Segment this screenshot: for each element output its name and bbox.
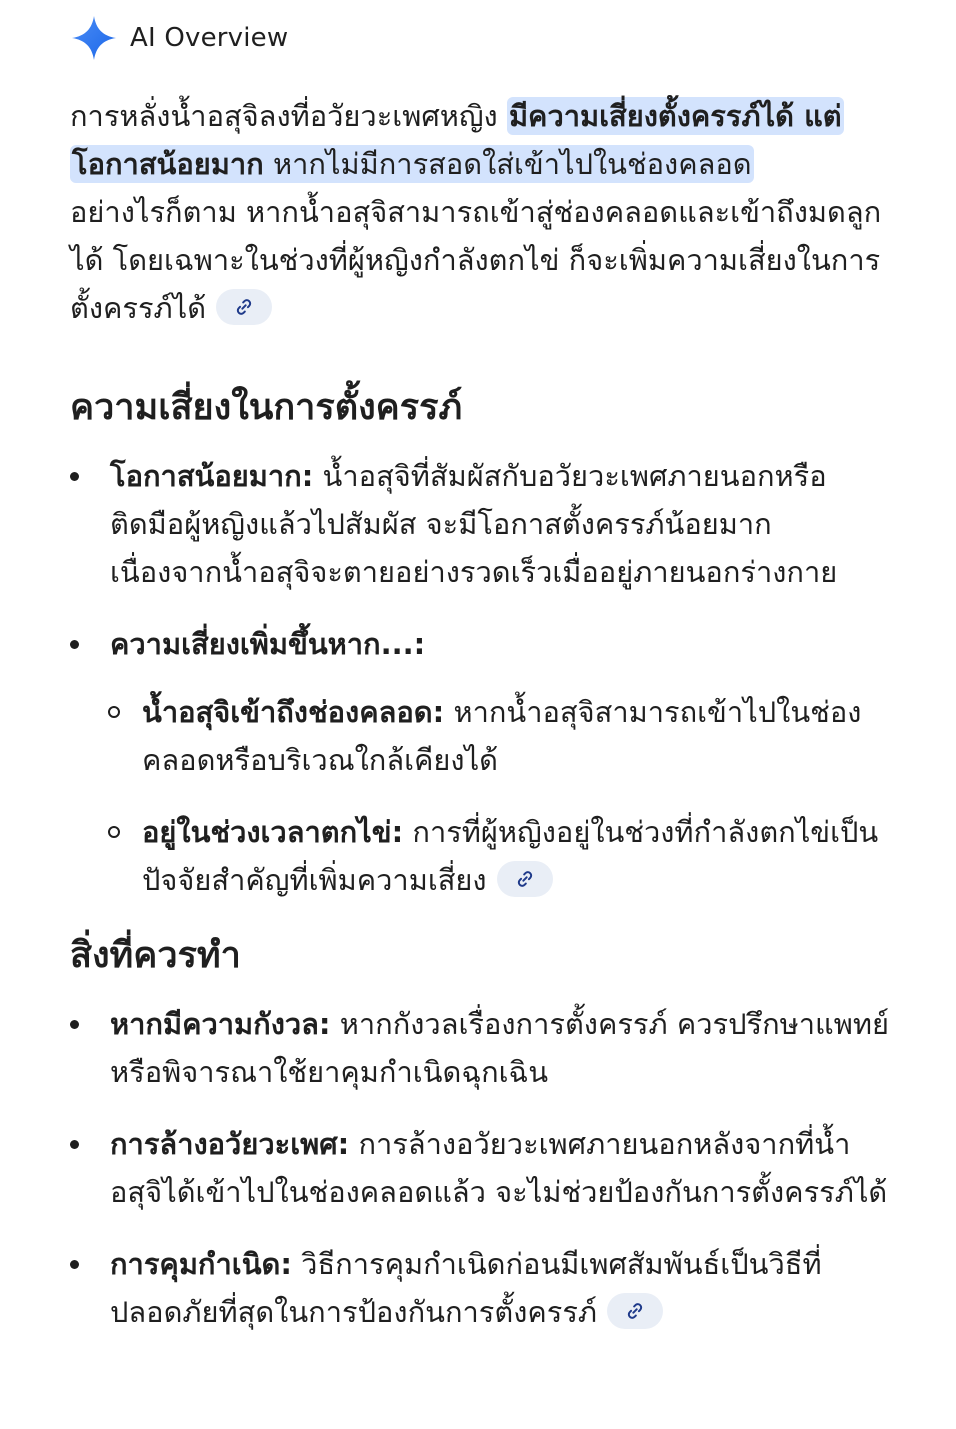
- intro-highlight-rest: หากไม่มีการสอดใส่เข้าไปในช่องคลอด: [263, 147, 752, 181]
- overview-content: [70, 92, 890, 1360]
- todo-list: [70, 1000, 890, 1336]
- todo-section-heading: สิ่งที่ควรทำ: [70, 935, 241, 976]
- item-label: การล้างอวัยวะเพศ:: [110, 1127, 350, 1161]
- ai-overview-header: [70, 12, 288, 64]
- list-item: [70, 620, 890, 904]
- risk-section-heading: ความเสี่ยงในการตั้งครรภ์: [70, 387, 463, 428]
- link-icon: [515, 869, 535, 889]
- list-item: [70, 1240, 890, 1336]
- list-item: [70, 1000, 890, 1096]
- item-label: ความเสี่ยงเพิ่มขึ้นหาก...:: [110, 627, 426, 661]
- list-item: [70, 1120, 890, 1216]
- item-text: การล้างอวัยวะเพศภายนอกหลังจากที่น้ำอสุจิได้เข้าไปในช่องคลอดแล้ว จะไม่ช่วยป้องกันการตั้งครรภ์ได้: [110, 1127, 888, 1209]
- intro-text-after: อย่างไรก็ตาม หากน้ำอสุจิสามารถเข้าสู่ช่องคลอดและเข้าถึงมดลูกได้ โดยเฉพาะในช่วงที่ผู้หญิงกำลังตกไข่ ก็จะเพิ่มความเสี่ยงในการตั้งครรภ์ได้: [70, 195, 882, 325]
- sub-list-item: [110, 808, 890, 904]
- item-label: โอกาสน้อยมาก:: [110, 459, 314, 493]
- list-item: [70, 452, 890, 596]
- link-icon: [234, 297, 254, 317]
- sub-item-text: หากน้ำอสุจิสามารถเข้าไปในช่องคลอดหรือบริเวณใกล้เคียงได้: [142, 695, 862, 777]
- source-link-chip[interactable]: [216, 289, 272, 325]
- sub-item-text: การที่ผู้หญิงอยู่ในช่วงที่กำลังตกไข่เป็นปัจจัยสำคัญที่เพิ่มความเสี่ยง: [142, 815, 879, 897]
- item-text: วิธีการคุมกำเนิดก่อนมีเพศสัมพันธ์เป็นวิธีที่ปลอดภัยที่สุดในการป้องกันการตั้งครรภ์: [110, 1247, 822, 1329]
- link-icon: [625, 1301, 645, 1321]
- sub-list-item: [110, 688, 890, 784]
- item-text: หากกังวลเรื่องการตั้งครรภ์ ควรปรึกษาแพทย์หรือพิจารณาใช้ยาคุมกำเนิดฉุกเฉิน: [110, 1007, 889, 1089]
- ai-overview-title: AI Overview: [130, 23, 289, 53]
- intro-text-before: การหลั่งน้ำอสุจิลงที่อวัยวะเพศหญิง: [70, 99, 507, 133]
- intro-paragraph: [70, 92, 890, 332]
- item-text: น้ำอสุจิที่สัมผัสกับอวัยวะเพศภายนอกหรือติดมือผู้หญิงแล้วไปสัมผัส จะมีโอกาสตั้งครรภ์น้อยมาก เนื่องจากน้ำอสุจิจะตายอย่างรวดเร็วเมื่ออยู่ภายนอกร่างกาย: [110, 459, 838, 589]
- item-label: หากมีความกังวล:: [110, 1007, 331, 1041]
- source-link-chip[interactable]: [607, 1293, 663, 1329]
- risk-sub-list: [110, 688, 890, 904]
- source-link-chip[interactable]: [497, 861, 553, 897]
- sparkle-icon: [70, 14, 118, 62]
- item-label: การคุมกำเนิด:: [110, 1247, 292, 1281]
- intro-highlight-bold: มีความเสี่ยงตั้งครรภ์ได้ แต่โอกาสน้อยมาก: [72, 99, 842, 181]
- sub-item-label: น้ำอสุจิเข้าถึงช่องคลอด:: [142, 695, 445, 729]
- risk-list: [70, 452, 890, 904]
- sub-item-label: อยู่ในช่วงเวลาตกไข่:: [142, 815, 404, 849]
